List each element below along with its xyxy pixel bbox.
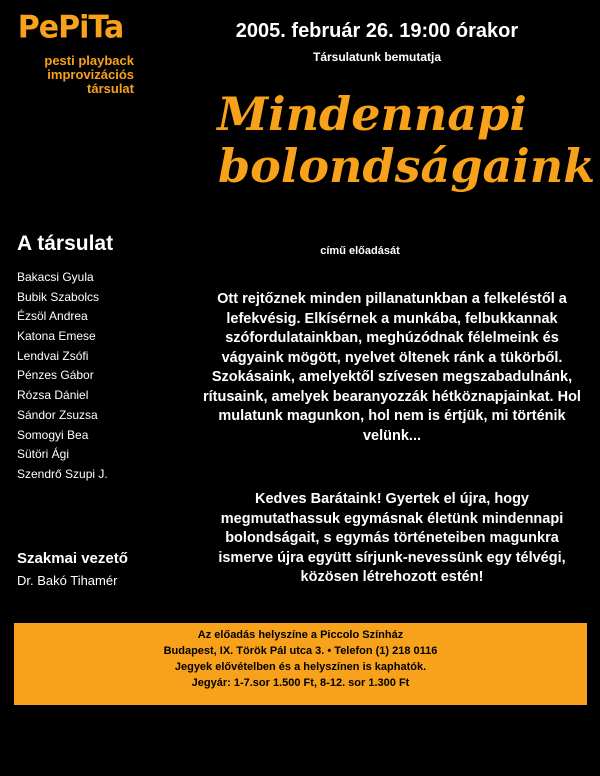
cast-member: Bakacsi Gyula <box>17 270 94 284</box>
show-title-line: bolondságaink <box>218 139 596 193</box>
cast-member: Lendvai Zsófi <box>17 348 89 363</box>
cast-member: Somogyi Bea <box>17 427 89 442</box>
leader-heading: Szakmai vezető <box>17 550 128 567</box>
cast-list <box>17 268 108 485</box>
price-line: Jegyár: 1-7.sor 1.500 Ft, 8-12. sor 1.300 Ft <box>191 677 410 689</box>
logo-tagline <box>4 54 134 96</box>
cast-member: Pénzes Gábor <box>17 368 94 383</box>
venue-info-box <box>14 623 587 705</box>
logo-tagline-line: társulat <box>87 81 134 96</box>
logo-tagline-line: improvizációs <box>47 67 134 82</box>
invitation-paragraph: Kedves Barátaink! Gyertek el újra, hogy megmutathassuk egymásnak életünk mindennapi bolondságait, s egymás történeteiben magunkra ismerve újra együtt sírjunk-nevessünk egy télvégi, közösen létrehozott estén! <box>218 491 566 585</box>
show-subtitle: című előadását <box>320 245 400 257</box>
logo-tagline-line: pesti playback <box>44 53 134 68</box>
show-title-line: Mindennapi <box>217 87 527 141</box>
cast-member: Rózsa Dániel <box>17 388 89 403</box>
venue-line: Az előadás helyszíne a Piccolo Színház <box>197 629 404 641</box>
ticket-line: Jegyek elővételben és a helyszínen is kaphatók. <box>174 661 427 673</box>
presents-line: Társulatunk bemutatja <box>312 50 442 64</box>
cast-member: Sándor Zsuzsa <box>17 407 98 422</box>
description-paragraph: Ott rejtőznek minden pillanatunkban a felkeléstől a lefekvésig. Elkísérnek a munkába, felbukkannak szófordulatainkban, meghúzódnak félelmeink és vágyaink mögött, nyelvet öltenek ránk a tükörből. Szokásaink, amelyektől szívesen megszabadulnánk, rítusaink, amelyek bearanyozzák hétköznapjainkat. Hol mulatunk magunkon, hol nem is értjük, mi történik velünk... <box>203 291 581 444</box>
cast-member: Sütöri Ági <box>17 447 70 462</box>
cast-member: Szendrő Szupi J. <box>17 466 108 481</box>
cast-heading: A társulat <box>17 232 114 255</box>
address-line: Budapest, IX. Török Pál utca 3. • Telefon (1) 218 0116 <box>163 645 438 657</box>
leader-name: Dr. Bakó Tihamér <box>17 573 118 588</box>
show-title <box>178 87 596 193</box>
logo-title: PePiTa <box>17 9 124 46</box>
cast-member: Katona Emese <box>17 329 96 344</box>
cast-member: Ézsöl Andrea <box>17 309 88 324</box>
event-date: 2005. február 26. 19:00 órakor <box>235 20 519 42</box>
cast-member: Bubik Szabolcs <box>17 289 100 304</box>
